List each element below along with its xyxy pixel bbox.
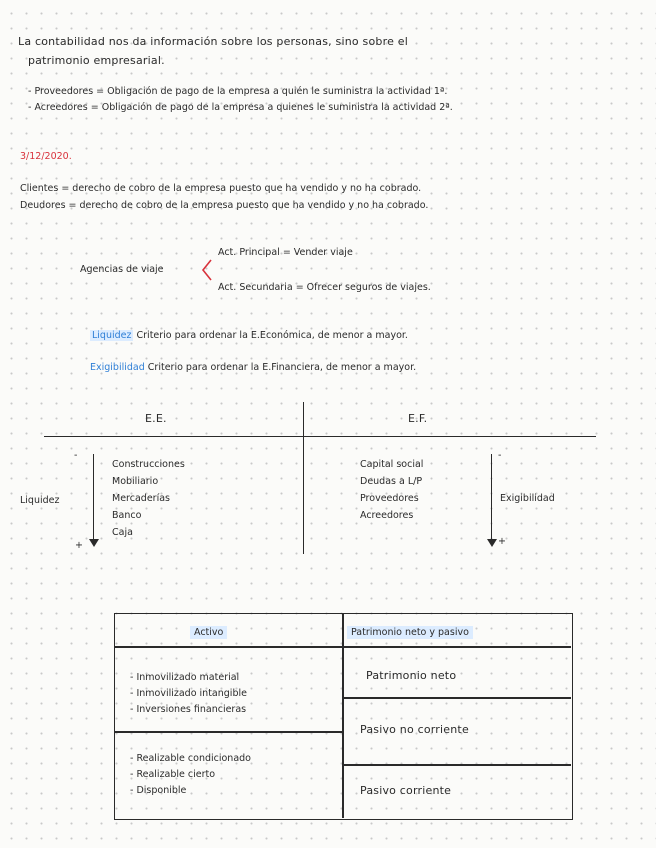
right-axis-label: Exigibilidad xyxy=(500,493,555,504)
liquidez-term: Liquidez xyxy=(92,330,132,341)
def-proveedores: - Proveedores = Obligación de pago de la empresa a quién le suministra la actividad 1ª. xyxy=(28,86,448,97)
act-principal: Act. Principal = Vender viaje xyxy=(218,247,353,258)
ef-item: Capital social xyxy=(360,459,424,470)
intro-line-1: La contabilidad nos da información sobre los personas, sino sobre el xyxy=(18,35,408,48)
date-label: 3/12/2020. xyxy=(20,151,72,162)
activo-c-item: - Realizable condicionado xyxy=(130,753,251,764)
ee-item: Mobiliario xyxy=(112,476,159,487)
right-axis-line xyxy=(491,454,492,542)
activo-split-rule xyxy=(115,731,343,733)
activo-header xyxy=(190,627,227,638)
left-axis-label: Liquidez xyxy=(20,495,60,506)
criterio-exigibilidad xyxy=(90,362,416,373)
ef-item: Acreedores xyxy=(360,510,414,521)
pasivo-split-rule-2 xyxy=(343,764,571,766)
activo-nc-item: - Inmovilizado intangible xyxy=(130,688,247,699)
criterio-liquidez xyxy=(90,330,408,341)
arrow-down-icon xyxy=(487,539,497,549)
ee-item: Caja xyxy=(112,527,133,538)
right-axis-bottom: + xyxy=(498,536,506,547)
def-clientes: Clientes = derecho de cobro de la empresa puesto que ha vendido y no ha cobrado. xyxy=(20,183,422,194)
activo-nc-item: - Inmovilizado material xyxy=(130,672,240,683)
balance-header-rule xyxy=(115,646,571,648)
right-axis-top: - xyxy=(498,450,502,461)
ef-header: E.F. xyxy=(408,412,428,425)
t-table-vertical-rule xyxy=(303,402,304,554)
ee-item: Banco xyxy=(112,510,142,521)
agencias-label: Agencias de viaje xyxy=(80,264,164,275)
activo-nc-item: - Inversiones financieras xyxy=(130,704,247,715)
intro-line-2: patrimonio empresarial. xyxy=(28,54,165,67)
ee-item: Construcciones xyxy=(112,459,185,470)
red-bracket-icon xyxy=(200,258,214,282)
activo-c-item: - Disponible xyxy=(130,785,187,796)
pasivo-header xyxy=(347,627,473,638)
t-table-horizontal-rule xyxy=(44,436,596,437)
pasivo-header-text: Patrimonio neto y pasivo xyxy=(347,626,473,639)
exigibilidad-term: Exigibilidad xyxy=(90,362,145,373)
left-axis-bottom: + xyxy=(75,540,83,551)
ee-item: Mercaderías xyxy=(112,493,170,504)
activo-c-item: - Realizable cierto xyxy=(130,769,216,780)
ee-header: E.E. xyxy=(145,412,167,425)
def-deudores: Deudores = derecho de cobro de la empresa puesto que ha vendido y no ha cobrado. xyxy=(20,200,429,211)
liquidez-text: Criterio para ordenar la E.Económica, de menor a mayor. xyxy=(136,330,408,341)
balance-divider xyxy=(342,614,344,818)
act-secundaria: Act. Secundaria = Ofrecer seguros de viajes. xyxy=(218,282,431,293)
exigibilidad-text: Criterio para ordenar la E.Financiera, de menor a mayor. xyxy=(147,362,417,373)
pasivo-corriente-label: Pasivo corriente xyxy=(360,784,452,797)
pasivo-split-rule-1 xyxy=(343,697,571,699)
def-acreedores: - Acreedores = Obligación de pago de la empresa a quienes le suministra la actividad 2ª. xyxy=(28,102,453,113)
ef-item: Deudas a L/P xyxy=(360,476,423,487)
left-axis-line xyxy=(93,454,94,542)
arrow-down-icon xyxy=(89,539,99,549)
left-axis-top: - xyxy=(74,450,78,461)
pasivo-no-corriente-label: Pasivo no corriente xyxy=(360,723,469,736)
patrimonio-neto-label: Patrimonio neto xyxy=(366,669,457,682)
ef-item: Proveedores xyxy=(360,493,419,504)
activo-header-text: Activo xyxy=(190,626,227,639)
